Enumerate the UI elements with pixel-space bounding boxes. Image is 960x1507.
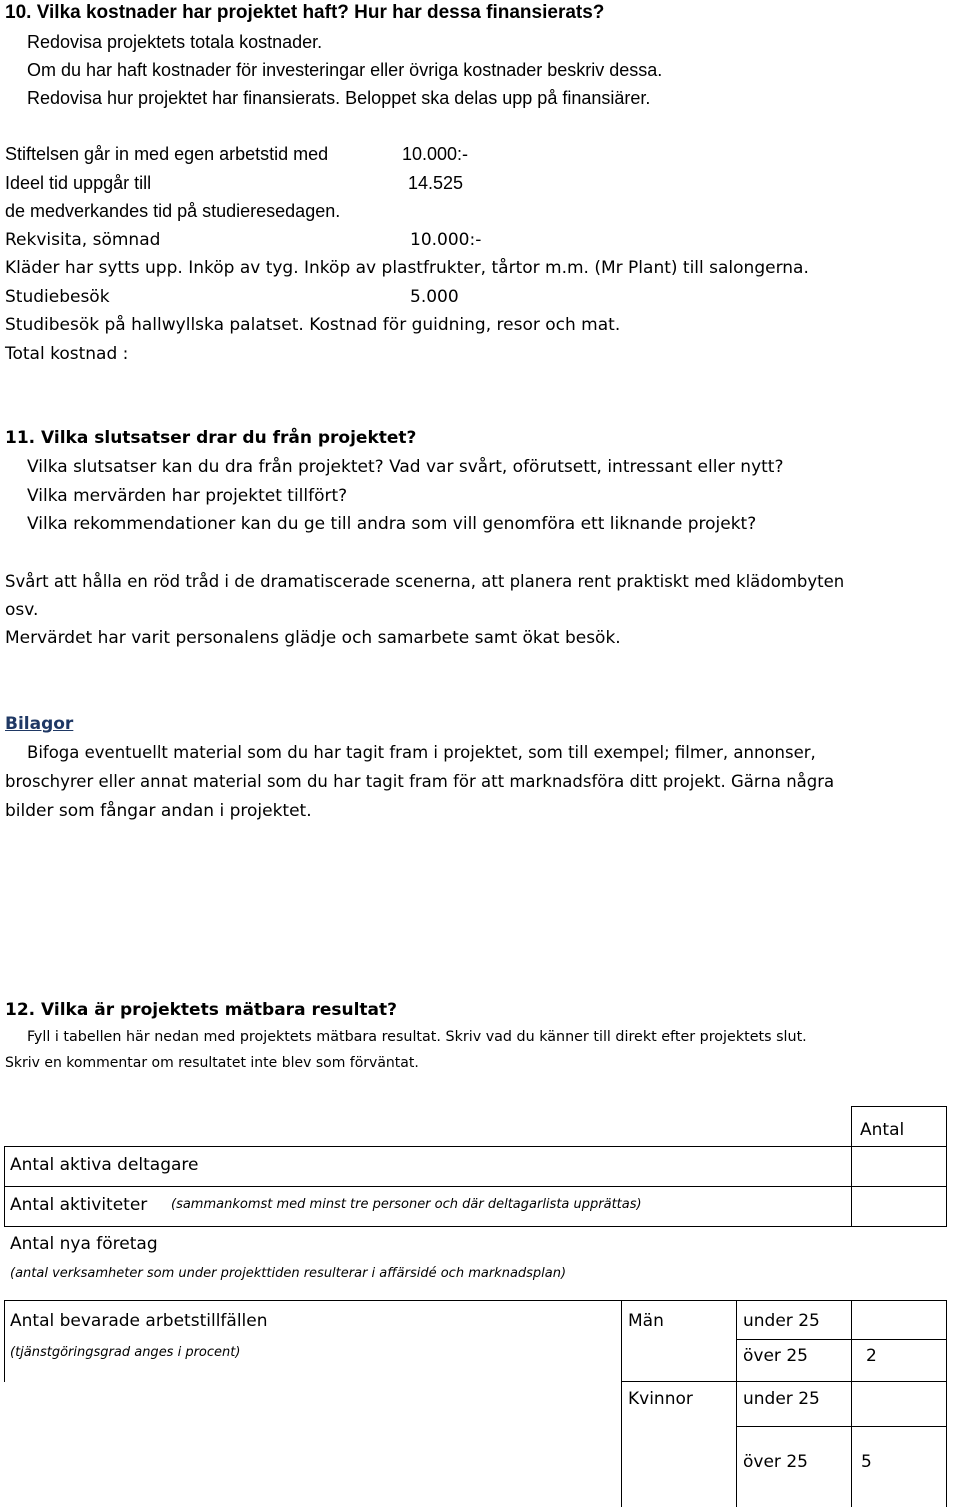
row-aktiviteter: Antal aktiviteter: [10, 1195, 148, 1215]
row-aktiva-deltagare: Antal aktiva deltagare: [10, 1155, 199, 1175]
cost-rekvisita-note: Kläder har sytts upp. Inköp av tyg. Inköp av plastfrukter, tårtor m.m. (Mr Plant) till salongerna.: [5, 258, 809, 278]
row-arbetstillfallen: Antal bevarade arbetstillfällen: [10, 1311, 268, 1331]
cost-studiebesok-amount: 5.000: [410, 287, 459, 307]
q11-answer-line-1: Svårt att hålla en röd tråd i de dramatiscerade scenerna, att planera rent praktiskt med klädombyten: [5, 572, 845, 591]
label-man-under25: under 25: [743, 1311, 820, 1331]
row-aktiviteter-note: (sammankomst med minst tre personer och där deltagarlista upprättas): [171, 1197, 642, 1212]
label-kvinnor-over25: över 25: [743, 1452, 808, 1472]
q11-question-3: Vilka rekommendationer kan du ge till andra som vill genomföra ett liknande projekt?: [27, 514, 757, 534]
value-kvinnor-over25: 5: [861, 1452, 872, 1472]
cost-rekvisita-label: Rekvisita, sömnad: [5, 230, 161, 250]
cost-studiebesok-label: Studiebesök: [5, 287, 110, 307]
bilagor-line-2: broschyrer eller annat material som du har tagit fram för att marknadsföra ditt projekt. Gärna några: [5, 772, 835, 791]
label-kvinnor: Kvinnor: [628, 1389, 693, 1409]
q12-line-1: Fyll i tabellen här nedan med projektets mätbara resultat. Skriv vad du känner till direkt efter projektets slut.: [27, 1029, 807, 1045]
cost-rekvisita-amount: 10.000:-: [410, 230, 482, 250]
row-arbetstillfallen-note: (tjänstgöringsgrad anges i procent): [10, 1345, 241, 1360]
cost-ideel-note: de medverkandes tid på studieresedagen.: [5, 201, 341, 221]
q12-line-2: Skriv en kommentar om resultatet inte blev som förväntat.: [5, 1055, 419, 1071]
bilagor-heading: Bilagor: [5, 714, 74, 734]
label-man-over25: över 25: [743, 1346, 808, 1366]
q10-instruction-1: Redovisa projektets totala kostnader.: [27, 32, 323, 52]
col-header-antal: Antal: [860, 1120, 905, 1140]
q10-instruction-2: Om du har haft kostnader för investeringar eller övriga kostnader beskriv dessa.: [27, 60, 663, 80]
label-man: Män: [628, 1311, 664, 1331]
q10-heading: 10. Vilka kostnader har projektet haft? Hur har dessa finansierats?: [5, 2, 605, 23]
q11-answer-line-2: osv.: [5, 600, 39, 620]
row-nya-foretag: Antal nya företag: [10, 1234, 158, 1254]
q11-question-1: Vilka slutsatser kan du dra från projektet? Vad var svårt, oförutsett, intressant eller nytt?: [27, 457, 784, 477]
q11-question-2: Vilka mervärden har projektet tillfört?: [27, 486, 348, 506]
cost-stiftelsen-amount: 10.000:-: [402, 144, 469, 164]
bilagor-line-3: bilder som fångar andan i projektet.: [5, 801, 312, 821]
row-nya-foretag-note: (antal verksamheter som under projekttiden resulterar i affärsidé och marknadsplan): [10, 1266, 567, 1281]
q10-instruction-3: Redovisa hur projektet har finansierats. Beloppet ska delas upp på finansiärer.: [27, 88, 651, 108]
cost-ideel-amount: 14.525: [408, 173, 464, 193]
q11-answer-line-3: Mervärdet har varit personalens glädje och samarbete samt ökat besök.: [5, 628, 621, 648]
q12-heading: 12. Vilka är projektets mätbara resultat?: [5, 1000, 398, 1020]
bilagor-line-1: Bifoga eventuellt material som du har tagit fram i projektet, som till exempel; filmer, annonser,: [27, 743, 816, 762]
cost-stiftelsen-label: Stiftelsen går in med egen arbetstid med: [5, 144, 329, 164]
value-man-over25: 2: [866, 1346, 877, 1366]
cost-total-label: Total kostnad :: [5, 344, 129, 364]
cost-studiebesok-note: Studibesök på hallwyllska palatset. Kostnad för guidning, resor och mat.: [5, 315, 621, 335]
cost-ideel-label: Ideel tid uppgår till: [5, 173, 152, 193]
q11-heading: 11. Vilka slutsatser drar du från projektet?: [5, 428, 417, 448]
label-kvinnor-under25: under 25: [743, 1389, 820, 1409]
